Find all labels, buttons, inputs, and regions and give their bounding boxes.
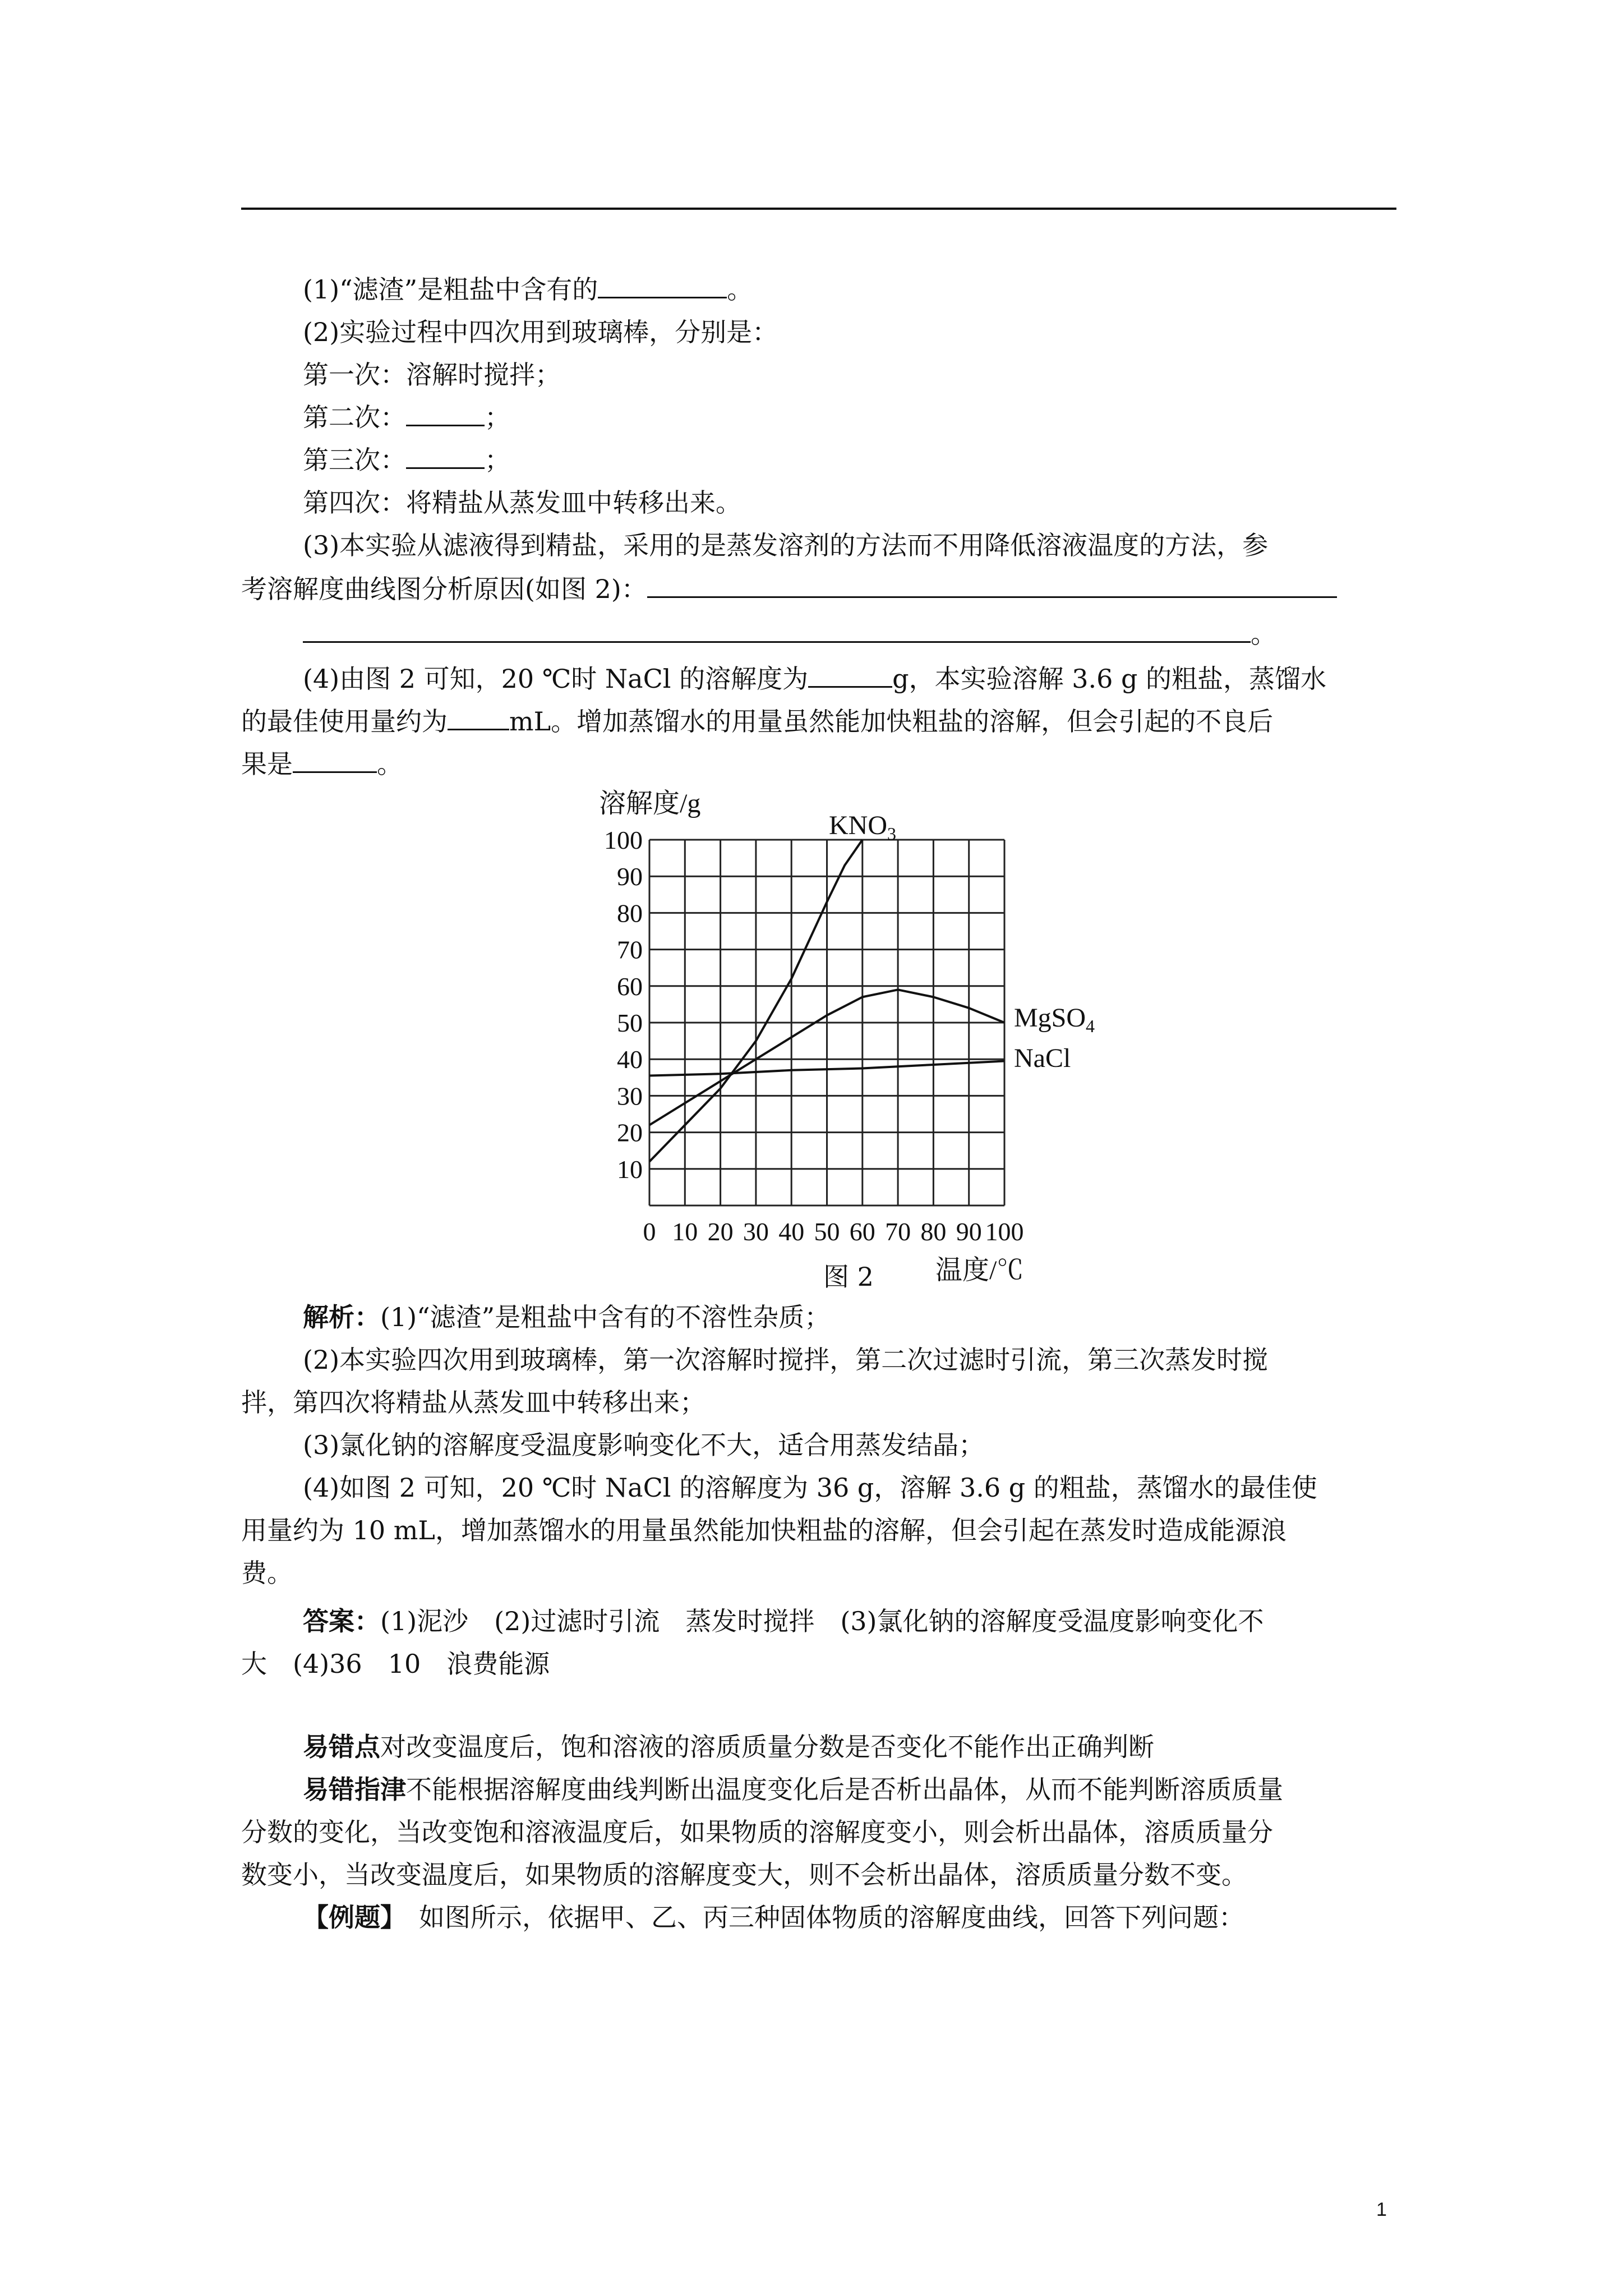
error-point-line: 易错点对改变温度后，饱和溶液的溶质质量分数是否变化不能作出正确判断 xyxy=(303,1732,1154,1762)
y-tick-label: 50 xyxy=(617,1009,643,1037)
question-4-line2: 的最佳使用量约为 mL。增加蒸馏水的用量虽然能加快粗盐的溶解，但会引起的不良后 xyxy=(241,706,1274,737)
error-point-label: 易错点 xyxy=(303,1732,380,1762)
question-3-line3: 。 xyxy=(303,618,1276,650)
x-axis-label: 温度/℃ xyxy=(935,1255,1024,1285)
x-tick-label: 20 xyxy=(707,1217,734,1246)
page-number: 1 xyxy=(1376,2199,1387,2220)
answer-line2: 大 (4)36 10 浪费能源 xyxy=(241,1649,550,1679)
question-4-line1: (4)由图 2 可知，20 ℃时 NaCl 的溶解度为 g，本实验溶解 3.6 g 的粗盐，蒸馏水 xyxy=(303,664,1327,694)
x-tick-label: 60 xyxy=(849,1217,875,1246)
y-tick-label: 90 xyxy=(617,862,643,891)
series-label: MgSO$_4$ xyxy=(1014,1003,1095,1036)
analysis-line1: 解析：(1)“滤渣”是粗盐中含有的不溶性杂质； xyxy=(303,1302,831,1332)
error-guide-label: 易错指津 xyxy=(303,1774,406,1805)
figure-caption: 图 2 xyxy=(823,1262,874,1292)
question-1: (1)“滤渣”是粗盐中含有的 。 xyxy=(303,274,753,305)
question-2-second: 第二次： ； xyxy=(303,402,510,432)
analysis-line4: (3)氯化钠的溶解度受温度影响变化不大，适合用蒸发结晶； xyxy=(303,1430,985,1460)
analysis-line6: 用量约为 10 mL，增加蒸馏水的用量虽然能加快粗盐的溶解，但会引起在蒸发时造成能源浪 xyxy=(241,1515,1287,1545)
example-label: 【例题】 xyxy=(303,1902,393,1932)
error-guide-line2: 分数的变化，当改变饱和溶液温度后，如果物质的溶解度变小，则会析出晶体，溶质质量分 xyxy=(241,1817,1273,1847)
y-tick-label: 40 xyxy=(617,1045,643,1074)
x-tick-label: 10 xyxy=(672,1217,698,1246)
x-tick-label: 0 xyxy=(643,1217,656,1246)
x-tick-label: 40 xyxy=(778,1217,805,1246)
question-3-line1: (3)本实验从滤液得到精盐，采用的是蒸发溶剂的方法而不用降低溶液温度的方法，参 xyxy=(303,530,1269,560)
y-tick-label: 100 xyxy=(604,826,643,854)
x-tick-label: 50 xyxy=(814,1217,840,1246)
error-guide-line1: 易错指津不能根据溶解度曲线判断出温度变化后是否析出晶体，从而不能判断溶质质量 xyxy=(303,1774,1283,1805)
error-guide-line3: 数变小，当改变温度后，如果物质的溶解度变大，则不会析出晶体，溶质质量分数不变。 xyxy=(241,1860,1247,1890)
analysis-label: 解析： xyxy=(303,1302,380,1332)
y-tick-label: 70 xyxy=(617,935,643,964)
question-3-line2: 考溶解度曲线图分析原因(如图 2)： xyxy=(241,573,1337,605)
y-tick-label: 60 xyxy=(617,972,643,1001)
question-2-first: 第一次：溶解时搅拌； xyxy=(303,360,561,390)
question-2-fourth: 第四次：将精盐从蒸发皿中转移出来。 xyxy=(303,487,741,518)
x-tick-label: 90 xyxy=(956,1217,982,1246)
analysis-line5: (4)如图 2 可知，20 ℃时 NaCl 的溶解度为 36 g，溶解 3.6 g 的粗盐，蒸馏水的最佳使 xyxy=(303,1473,1317,1503)
question-2-third: 第三次： ； xyxy=(303,445,510,475)
x-tick-label: 80 xyxy=(920,1217,947,1246)
series-label: $KNO_3$ xyxy=(829,811,896,844)
analysis-line7: 费。 xyxy=(241,1558,293,1588)
y-tick-label: 10 xyxy=(617,1154,643,1184)
analysis-line3: 拌，第四次将精盐从蒸发皿中转移出来； xyxy=(241,1387,706,1418)
y-tick-label: 30 xyxy=(617,1082,643,1111)
analysis-line2: (2)本实验四次用到玻璃棒，第一次溶解时搅拌，第二次过滤时引流，第三次蒸发时搅 xyxy=(303,1345,1269,1375)
y-tick-label: 20 xyxy=(617,1118,643,1147)
example-line: 【例题】 如图所示，依据甲、乙、丙三种固体物质的溶解度曲线，回答下列问题： xyxy=(303,1902,1244,1932)
question-2-intro: (2)实验过程中四次用到玻璃棒，分别是： xyxy=(303,317,778,347)
y-tick-label: 80 xyxy=(617,899,643,928)
x-tick-label: 100 xyxy=(985,1217,1024,1246)
y-axis-label: 溶解度/g xyxy=(599,789,701,818)
x-tick-label: 70 xyxy=(885,1217,911,1246)
answer-line1: 答案：(1)泥沙 (2)过滤时引流 蒸发时搅拌 (3)氯化钠的溶解度受温度影响变化不 xyxy=(303,1606,1264,1636)
series-label: NaCl xyxy=(1014,1043,1071,1073)
question-4-line3: 果是 。 xyxy=(241,749,403,779)
x-tick-label: 30 xyxy=(743,1217,769,1246)
answer-label: 答案： xyxy=(303,1606,380,1636)
